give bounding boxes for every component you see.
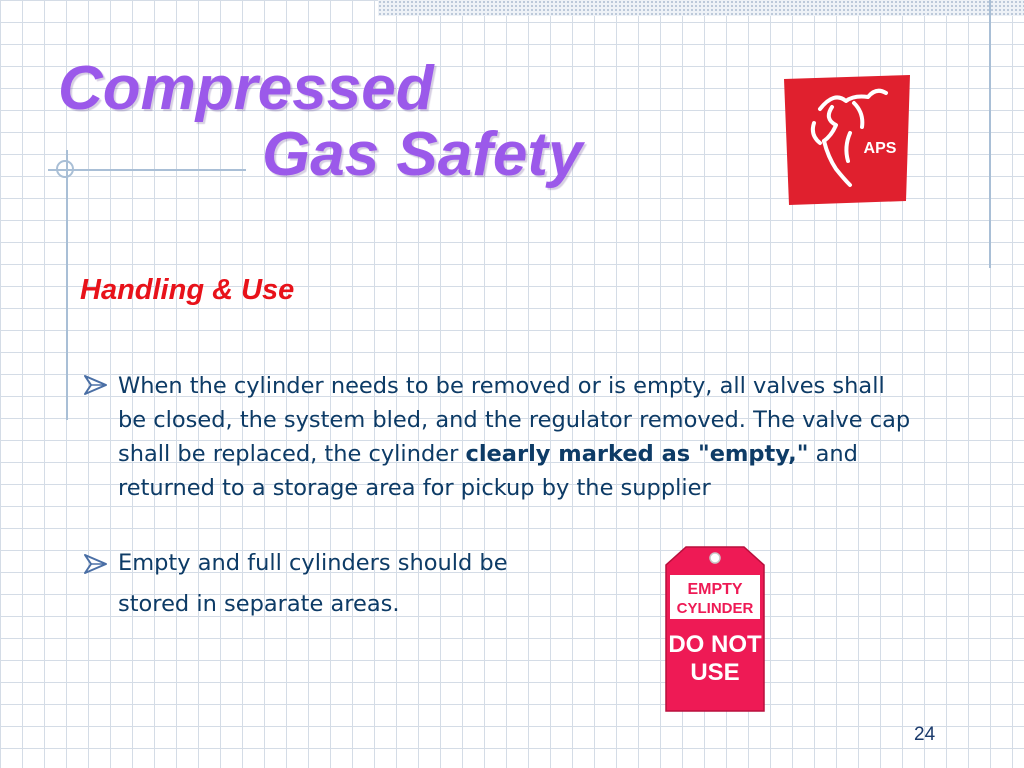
aps-logo [784, 73, 914, 205]
right-rule-vertical [989, 0, 991, 268]
arrow-bullet-icon [82, 552, 112, 576]
page-number: 24 [914, 724, 936, 745]
tag-hole-icon [710, 553, 720, 563]
bullet-text-1-part2: and returned to a storage area for pickup by the supplier [118, 441, 858, 501]
slide-title-line1: Compressed [58, 54, 434, 123]
bullet-text-1-bold: clearly marked as "empty," [465, 441, 809, 467]
tag-line-1: EMPTY [687, 581, 743, 598]
title-rule-horizontal [48, 169, 246, 171]
section-heading: Handling & Use [80, 274, 295, 306]
tag-line-4: USE [690, 659, 740, 686]
bullet-text-1-part1: When the cylinder needs to be removed or is empty, all valves shall be closed, the system bled, and the regulator removed. The valve cap shall be replaced, the cylinder [118, 373, 911, 467]
title-rule-vertical [66, 150, 68, 420]
empty-cylinder-tag [664, 545, 766, 713]
bullet-text-1 [118, 369, 918, 505]
slide-title-line2: Gas Safety [262, 120, 583, 189]
tag-body [666, 547, 764, 711]
logo-text: APS [863, 140, 897, 157]
header-dotted-band [378, 0, 1024, 16]
tag-line-3: DO NOT [668, 631, 762, 658]
tag-line-2: CYLINDER [676, 600, 754, 617]
bullet-text-2-line2: stored in separate areas. [118, 591, 400, 617]
rule-circle-ornament [56, 160, 74, 178]
bullet-text-2-line1: Empty and full cylinders should be [118, 550, 508, 576]
arrow-bullet-icon [82, 373, 112, 397]
